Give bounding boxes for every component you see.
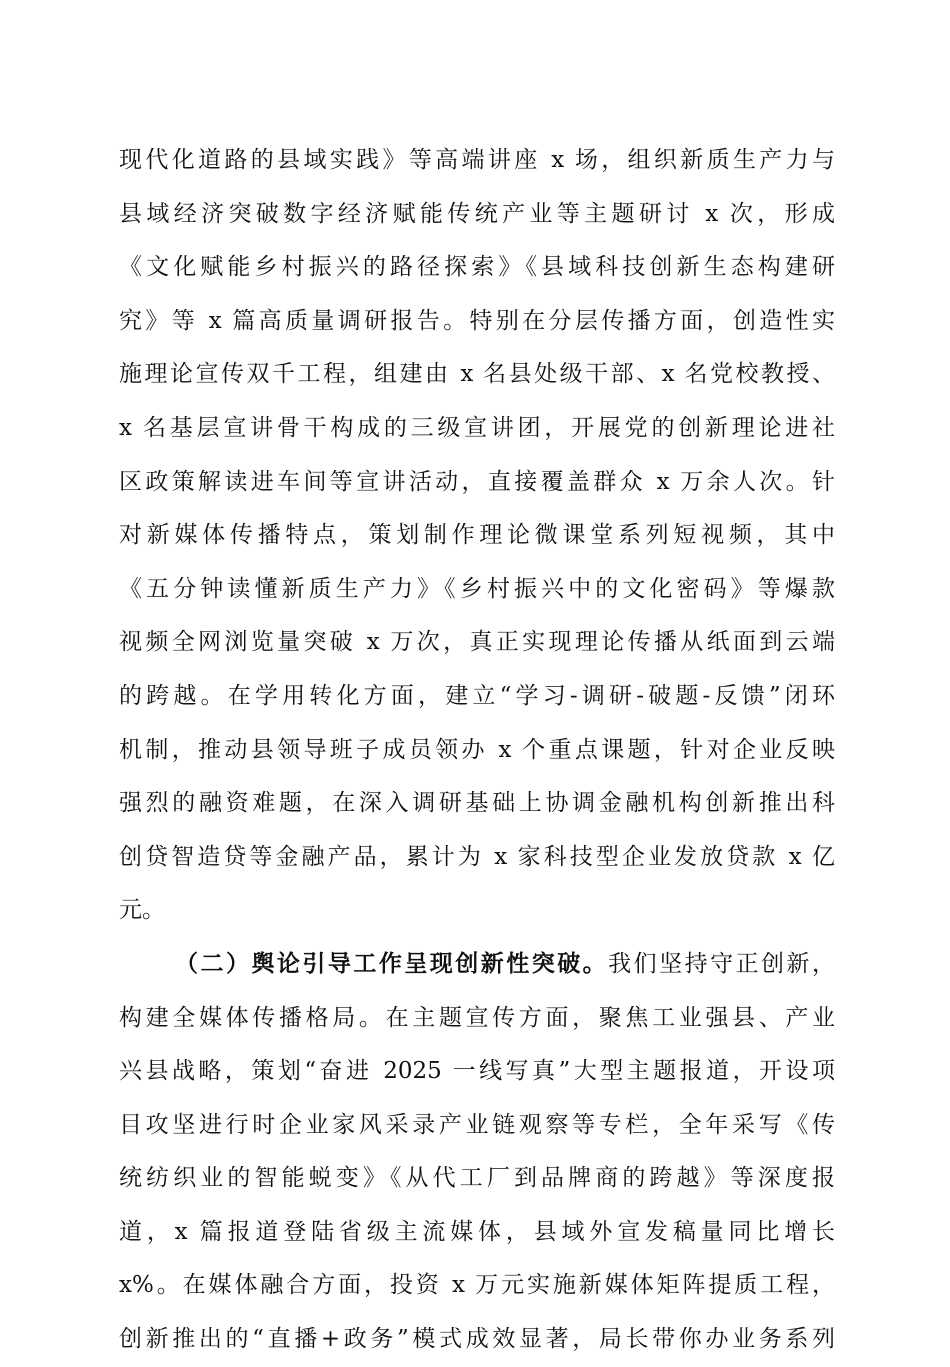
body-line: 县域经济突破数字经济赋能传统产业等主题研讨 x 次，形成	[119, 200, 835, 227]
body-line: 区政策解读进车间等宣讲活动，直接覆盖群众 x 万余人次。针	[119, 468, 835, 495]
section-2-heading: （二）舆论引导工作呈现创新性突破。	[175, 950, 609, 977]
body-line: 现代化道路的县域实践》等高端讲座 x 场，组织新质生产力与	[119, 147, 835, 173]
body-line: x 名基层宣讲骨干构成的三级宣讲团，开展党的创新理论进社	[119, 414, 835, 441]
body-line: 元。	[119, 897, 165, 924]
body-line: 《文化赋能乡村振兴的路径探索》《县域科技创新生态构建研	[119, 254, 835, 281]
body-line: 对新媒体传播特点，策划制作理论微课堂系列短视频，其中	[119, 522, 835, 549]
body-line: 兴县战略，策划“奋进 2025 一线写真”大型主题报道，开设项	[119, 1058, 835, 1085]
body-line: 《五分钟读懂新质生产力》《乡村振兴中的文化密码》等爆款	[119, 575, 835, 602]
body-line: 视频全网浏览量突破 x 万次，真正实现理论传播从纸面到云端	[119, 629, 835, 656]
section-2-lead-text: 我们坚持守正创新，	[608, 950, 835, 977]
body-line: 道，x 篇报道登陆省级主流媒体，县域外宣发稿量同比增长	[119, 1218, 835, 1245]
body-line: 究》等 x 篇高质量调研报告。特别在分层传播方面，创造性实	[119, 307, 835, 334]
body-line: x%。在媒体融合方面，投资 x 万元实施新媒体矩阵提质工程，	[119, 1272, 835, 1299]
body-line: 创新推出的“直播+政务”模式成效显著，局长带你办业务系列	[119, 1326, 835, 1353]
body-line: 目攻坚进行时企业家风采录产业链观察等专栏，全年采写《传	[119, 1111, 835, 1138]
body-line: 施理论宣传双千工程，组建由 x 名县处级干部、x 名党校教授、	[119, 361, 835, 388]
document-body	[119, 134, 835, 1367]
section-2-first-line	[119, 938, 835, 992]
body-line: 的跨越。在学用转化方面，建立“学习-调研-破题-反馈”闭环	[119, 682, 835, 709]
body-line: 构建全媒体传播格局。在主题宣传方面，聚焦工业强县、产业	[119, 1004, 835, 1031]
body-line: 机制，推动县领导班子成员领办 x 个重点课题，针对企业反映	[119, 736, 835, 763]
body-line: 创贷智造贷等金融产品，累计为 x 家科技型企业发放贷款 x 亿	[119, 843, 835, 870]
body-line: 统纺织业的智能蜕变》《从代工厂到品牌商的跨越》等深度报	[119, 1165, 835, 1192]
body-line: 强烈的融资难题，在深入调研基础上协调金融机构创新推出科	[119, 790, 835, 817]
